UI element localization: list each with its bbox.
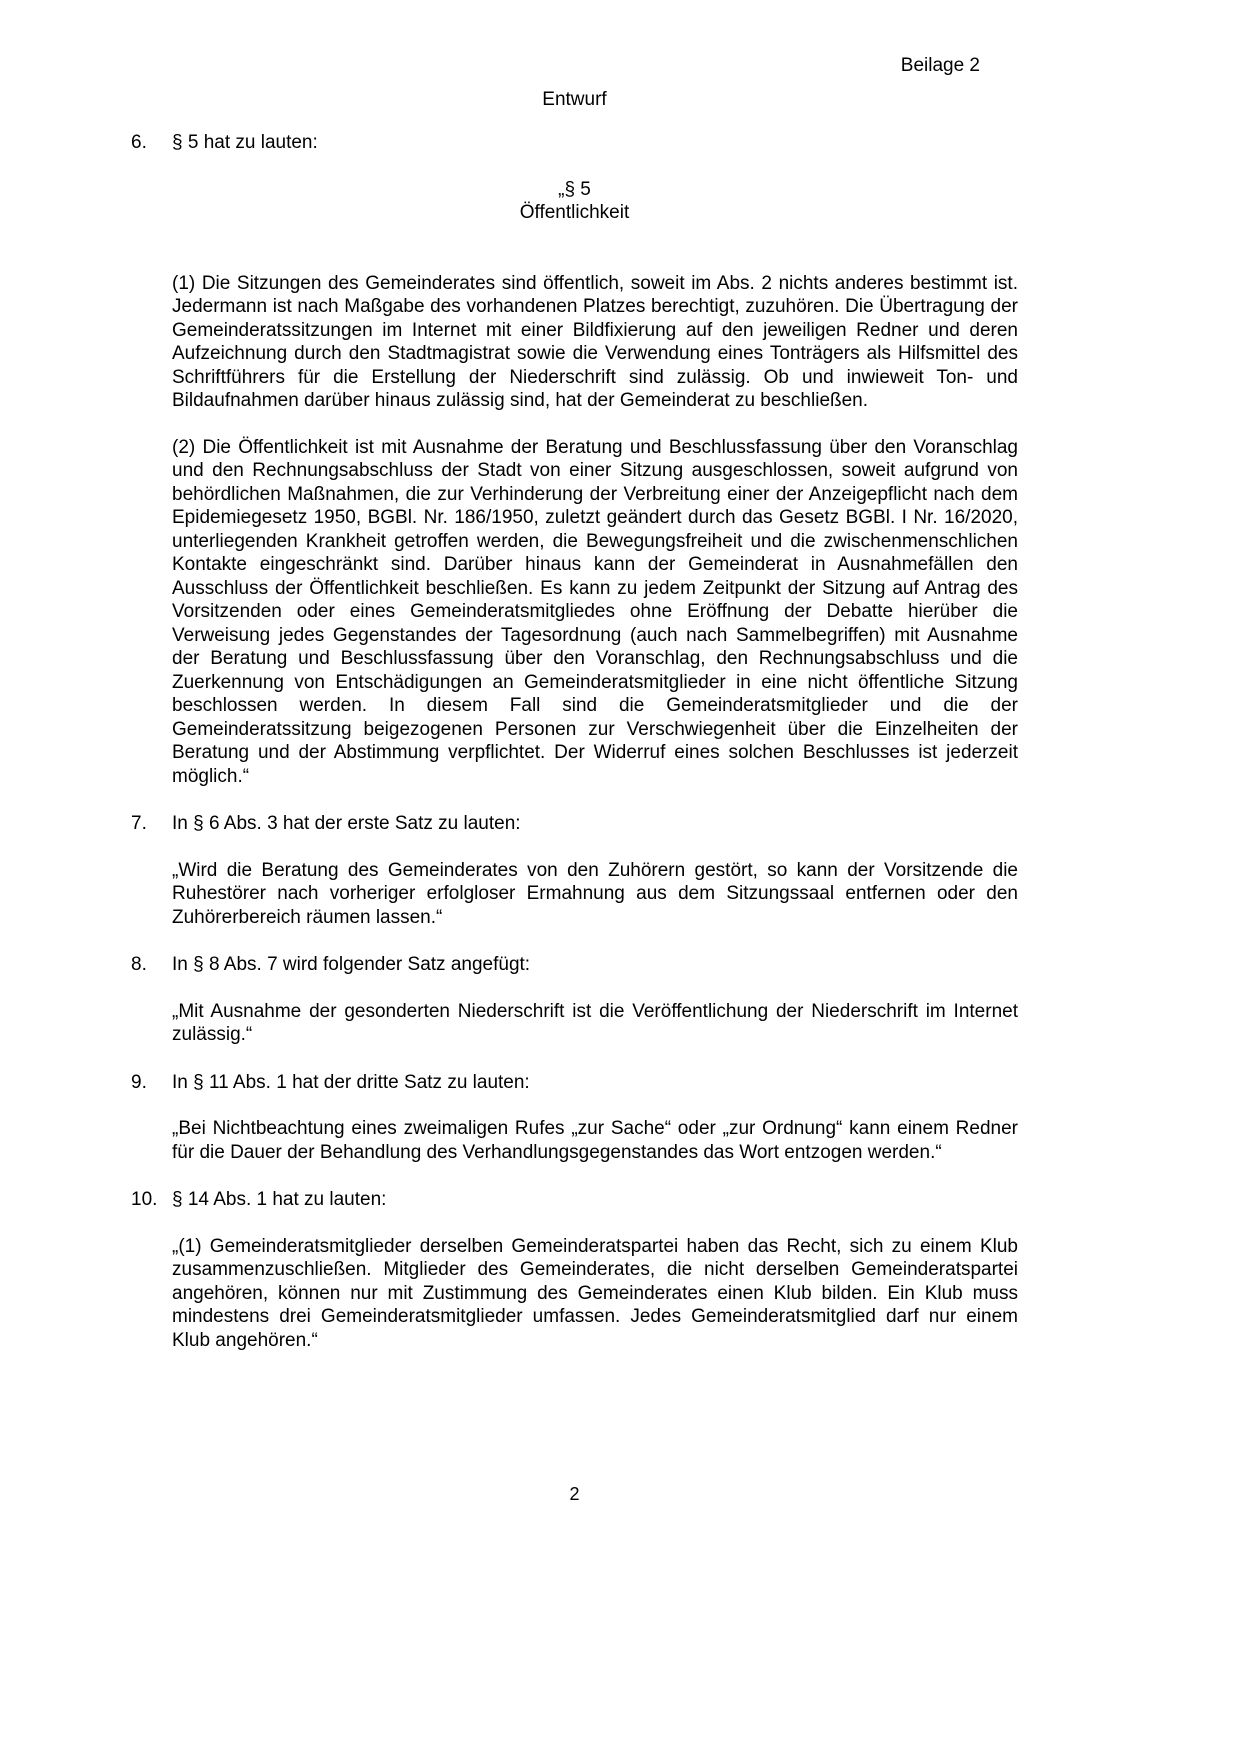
item-intro: In § 6 Abs. 3 hat der erste Satz zu lauten: bbox=[172, 813, 521, 834]
item-number: 6. bbox=[131, 132, 147, 153]
item-number: 8. bbox=[131, 954, 147, 975]
item-paragraph: (2) Die Öffentlichkeit ist mit Ausnahme der Beratung und Beschlussfassung über den Voranschlag und den Rechnungsabschluss der Stadt von einer Sitzung ausgeschlossen, soweit aufgrund von behördlichen Maßnahmen, die zur Verhinderung der Verbreitung einer der Anzeigepflicht nach dem Epidemiegesetz 1950, BGBl. Nr. 186/1950, zuletzt geändert durch das Gesetz BGBl. I Nr. 16/2020, unterliegenden Krankheit getroffen werden, die Bewegungsfreiheit und die zwischenmenschlichen Kontakte eingeschränkt sind. Darüber hinaus kann der Gemeinderat in Ausnahmefällen den Ausschluss der Öffentlichkeit beschließen. Es kann zu jedem Zeitpunkt der Sitzung auf Antrag des Vorsitzenden oder eines Gemeinderatsmitgliedes ohne Eröffnung der Debatte hierüber die Verweisung jedes Gegenstandes der Tagesordnung (auch nach Sammelbegriffen) mit Ausnahme der Beratung und Beschlussfassung über den Voranschlag, den Rechnungsabschluss und die Zuerkennung von Entschädigungen an Gemeinderatsmitglieder in eine nicht öffentliche Sitzung beschlossen werden. In diesem Fall sind die Gemeinderatsmitglieder und die der Gemeinderatssitzung beigezogenen Personen zur Verschwiegenheit über die Einzelheiten der Beratung und der Abstimmung verpflichtet. Der Widerruf eines solchen Beschlusses ist jederzeit möglich.“ bbox=[172, 436, 1018, 787]
amendment-item bbox=[131, 953, 1018, 1047]
attachment-label: Beilage 2 bbox=[900, 55, 980, 76]
item-head bbox=[131, 131, 1018, 155]
item-number: 9. bbox=[131, 1071, 147, 1093]
page-number: 2 bbox=[569, 1484, 580, 1504]
item-paragraph: „Bei Nichtbeachtung eines zweimaligen Rufes „zur Sache“ oder „zur Ordnung“ kann einem Redner für die Dauer der Behandlung des Verhandlungsgegenstandes das Wort entzogen werden.“ bbox=[172, 1118, 1018, 1163]
item-number: 7. bbox=[131, 813, 147, 834]
item-intro: In § 8 Abs. 7 wird folgender Satz angefügt: bbox=[172, 954, 531, 975]
amendment-list bbox=[131, 131, 1018, 1352]
amendment-item bbox=[131, 131, 1018, 788]
item-intro: § 5 hat zu lauten: bbox=[172, 132, 318, 153]
item-head bbox=[131, 1071, 1018, 1095]
item-intro: § 14 Abs. 1 hat zu lauten: bbox=[172, 1189, 387, 1210]
item-head bbox=[131, 1188, 1018, 1212]
section-heading-line: „§ 5 bbox=[558, 178, 591, 200]
item-number: 10. bbox=[131, 1189, 158, 1210]
item-paragraph: „(1) Gemeinderatsmitglieder derselben Gemeinderatspartei haben das Recht, sich zu einem Klub zusammenzuschließen. Mitglieder des Gemeinderates, die nicht derselben Gemeinderatspartei angehören, können nur mit Zustimmung des Gemeinderates einen Klub bilden. Ein Klub muss mindestens drei Gemeinderatsmitglieder umfassen. Jedes Gemeinderatsmitglied darf nur einem Klub angehören.“ bbox=[172, 1235, 1018, 1351]
item-paragraph: „Wird die Beratung des Gemeinderates von den Zuhörern gestört, so kann der Vorsitzende die Ruhestörer nach vorheriger erfolgloser Ermahnung aus dem Sitzungssaal entfernen oder den Zuhörerbereich räumen lassen.“ bbox=[172, 859, 1018, 928]
amendment-item bbox=[131, 1071, 1018, 1165]
item-head bbox=[131, 953, 1018, 977]
amendment-item bbox=[131, 812, 1018, 929]
item-head bbox=[131, 812, 1018, 836]
document-title: Entwurf bbox=[542, 88, 607, 110]
item-paragraph: (1) Die Sitzungen des Gemeinderates sind öffentlich, soweit im Abs. 2 nichts anderes bestimmt ist. Jedermann ist nach Maßgabe des vorhandenen Platzes berechtigt, zuzuhören. Die Übertragung der Gemeinderatssitzungen im Internet mit einer Bildfixierung auf den jeweiligen Redner und deren Aufzeichnung durch den Stadtmagistrat sowie die Verwendung eines Tonträgers als Hilfsmittel des Schriftführers für die Erstellung der Niederschrift sind zulässig. Ob und inwieweit Ton- und Bildaufnahmen darüber hinaus zulässig sind, hat der Gemeinderat zu beschließen. bbox=[172, 272, 1018, 411]
item-intro: In § 11 Abs. 1 hat der dritte Satz zu lauten: bbox=[172, 1071, 530, 1093]
amendment-item bbox=[131, 1188, 1018, 1352]
section-heading bbox=[131, 178, 1018, 225]
item-paragraph: „Mit Ausnahme der gesonderten Niederschrift ist die Veröffentlichung der Niederschrift im Internet zulässig.“ bbox=[172, 1000, 1018, 1045]
section-heading-line: Öffentlichkeit bbox=[519, 202, 630, 223]
